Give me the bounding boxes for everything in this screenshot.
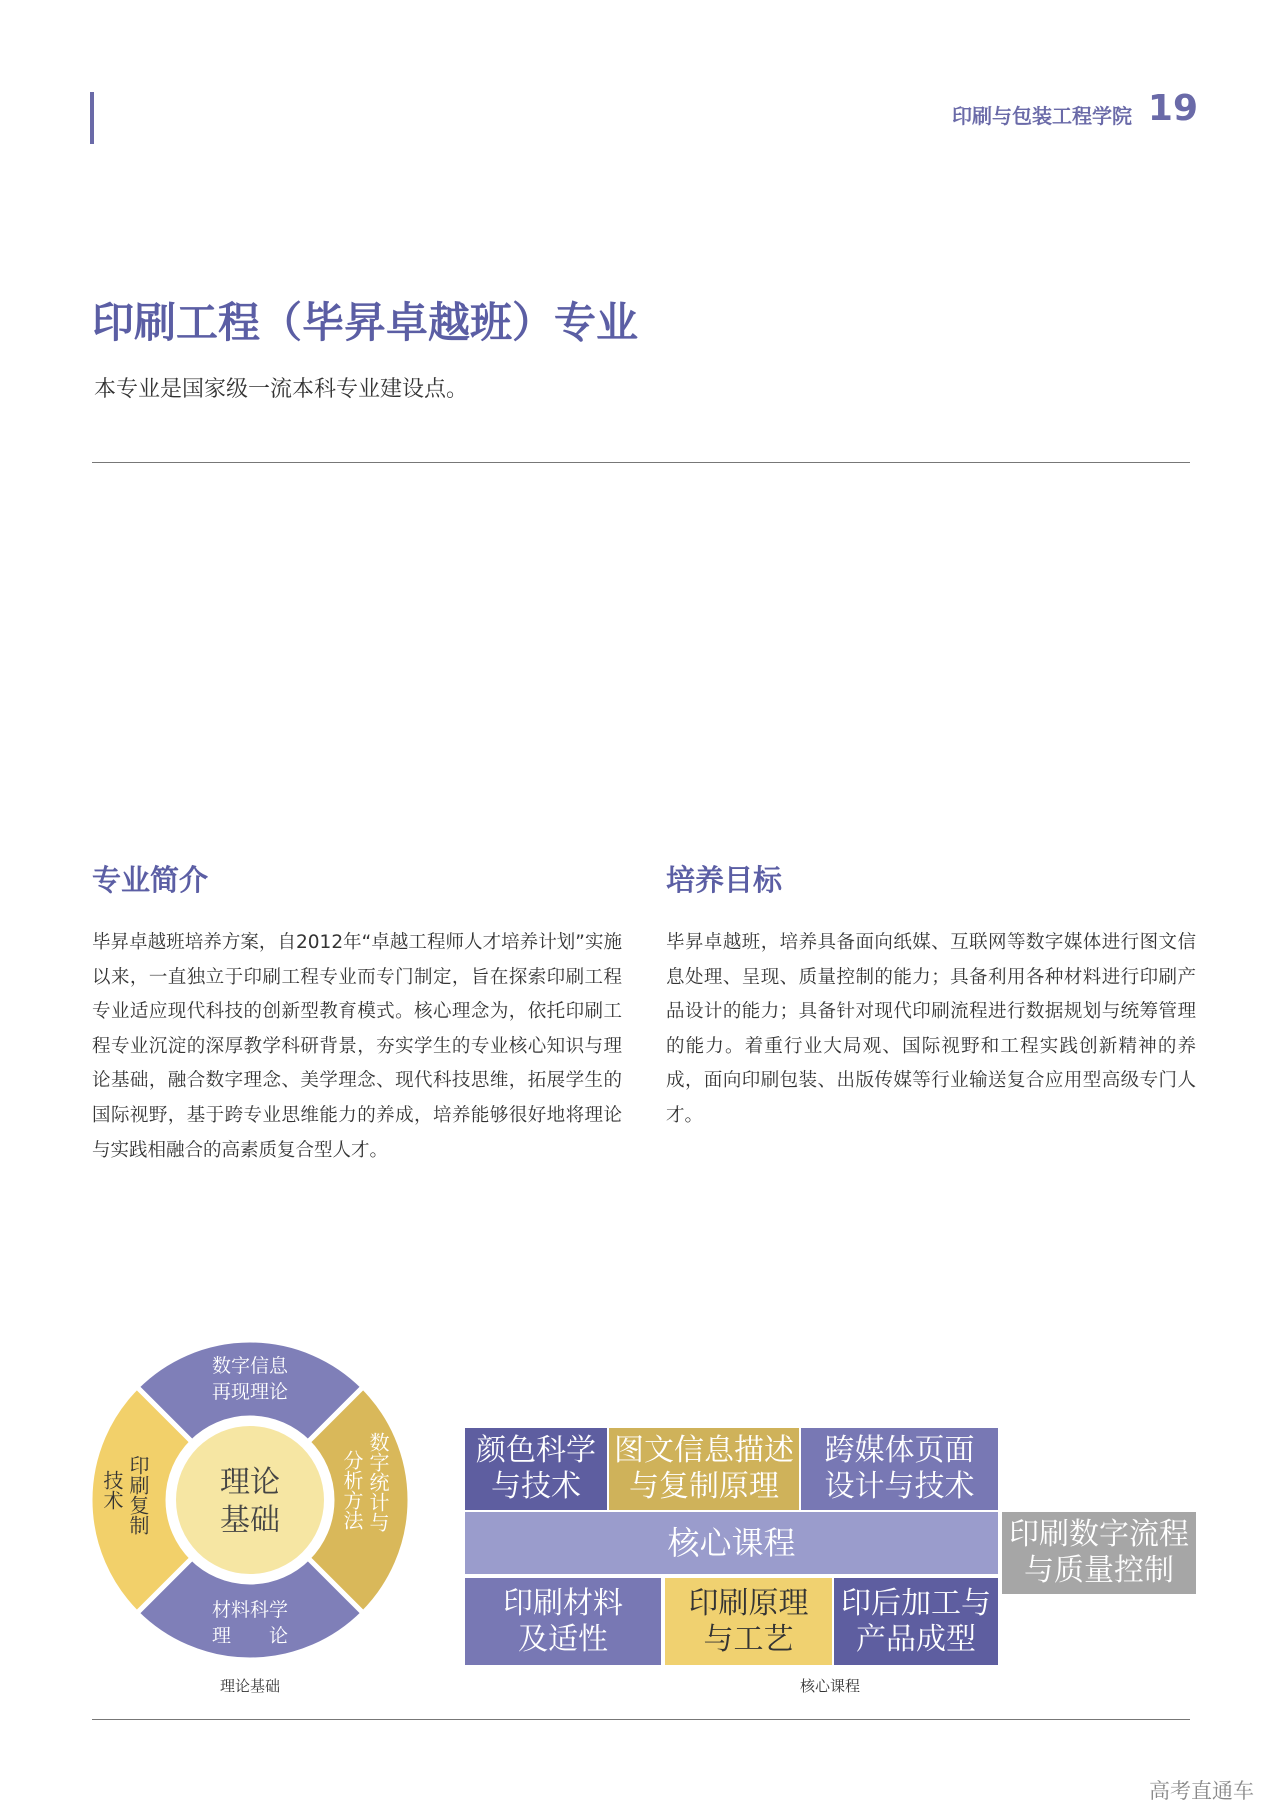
ring-center-line1: 理论	[220, 1465, 280, 1500]
course-printing-principles: 印刷原理 与工艺	[665, 1578, 832, 1665]
course-cross-media-design: 跨媒体页面 设计与技术	[801, 1428, 998, 1510]
ring-center-line2: 基础	[220, 1503, 280, 1538]
course-printing-materials: 印刷材料 及适性	[465, 1578, 661, 1665]
course-post-press: 印后加工与 产品成型	[834, 1578, 998, 1665]
core-courses-center: 核心课程	[465, 1512, 998, 1574]
header-accent-bar	[90, 92, 94, 144]
footer-watermark: 高考直通车	[1149, 1779, 1254, 1803]
ring-top-line2: 再现理论	[211, 1381, 289, 1403]
ring-left-col-outer: 技术	[100, 1470, 124, 1510]
ring-bottom-line1: 材料科学	[211, 1599, 289, 1621]
course-color-science: 颜色科学 与技术	[465, 1428, 607, 1510]
goals-body: 毕昇卓越班，培养具备面向纸媒、互联网等数字媒体进行图文信息处理、呈现、质量控制的能力；具备利用各种材料进行印刷产品设计的能力；具备针对现代印刷流程进行数据规划与统筹管理的能力。着重行业大局观、国际视野和工程实践创新精神的养成，面向印刷包装、出版传媒等行业输送复合应用型高级专门人才。	[666, 932, 1196, 1126]
course-image-text-reproduction: 图文信息描述 与复制原理	[609, 1428, 799, 1510]
ring-center-circle	[176, 1426, 324, 1574]
intro-heading: 专业简介	[92, 863, 209, 897]
ring-left-col-inner: 印刷复制	[126, 1455, 150, 1535]
page-title: 印刷工程（毕昇卓越班）专业	[92, 298, 639, 347]
ring-right-col-inner: 分析方法	[340, 1450, 364, 1530]
grid-caption: 核心课程	[799, 1677, 860, 1695]
header-college-name: 印刷与包装工程学院	[952, 104, 1132, 128]
ring-svg	[90, 1340, 410, 1660]
page-number: 19	[1147, 88, 1198, 129]
intro-body: 毕昇卓越班培养方案，自2012年“卓越工程师人才培养计划”实施以来，一直独立于印刷工程专业而专门制定，旨在探索印刷工程专业适应现代科技的创新型教育模式。核心理念为，依托印刷工程专业沉淀的深厚教学科研背景，夯实学生的专业核心知识与理论基础，融合数字理念、美学理念、现代科技思维，拓展学生的国际视野，基于跨专业思维能力的养成，培养能够很好地将理论与实践相融合的高素质复合型人才。	[92, 932, 622, 1161]
course-digital-workflow-quality: 印刷数字流程 与质量控制	[1002, 1512, 1196, 1594]
ring-bottom-line2: 理 论	[211, 1625, 289, 1647]
ring-top-line1: 数字信息	[211, 1355, 289, 1377]
ring-right-col-outer: 数字统计与	[366, 1432, 390, 1532]
page-subtitle: 本专业是国家级一流本科专业建设点。	[94, 377, 469, 402]
bottom-divider	[92, 1719, 1190, 1720]
top-divider	[92, 462, 1190, 463]
goals-heading: 培养目标	[666, 863, 783, 897]
ring-caption: 理论基础	[219, 1677, 280, 1695]
theory-foundation-ring	[90, 1340, 410, 1660]
